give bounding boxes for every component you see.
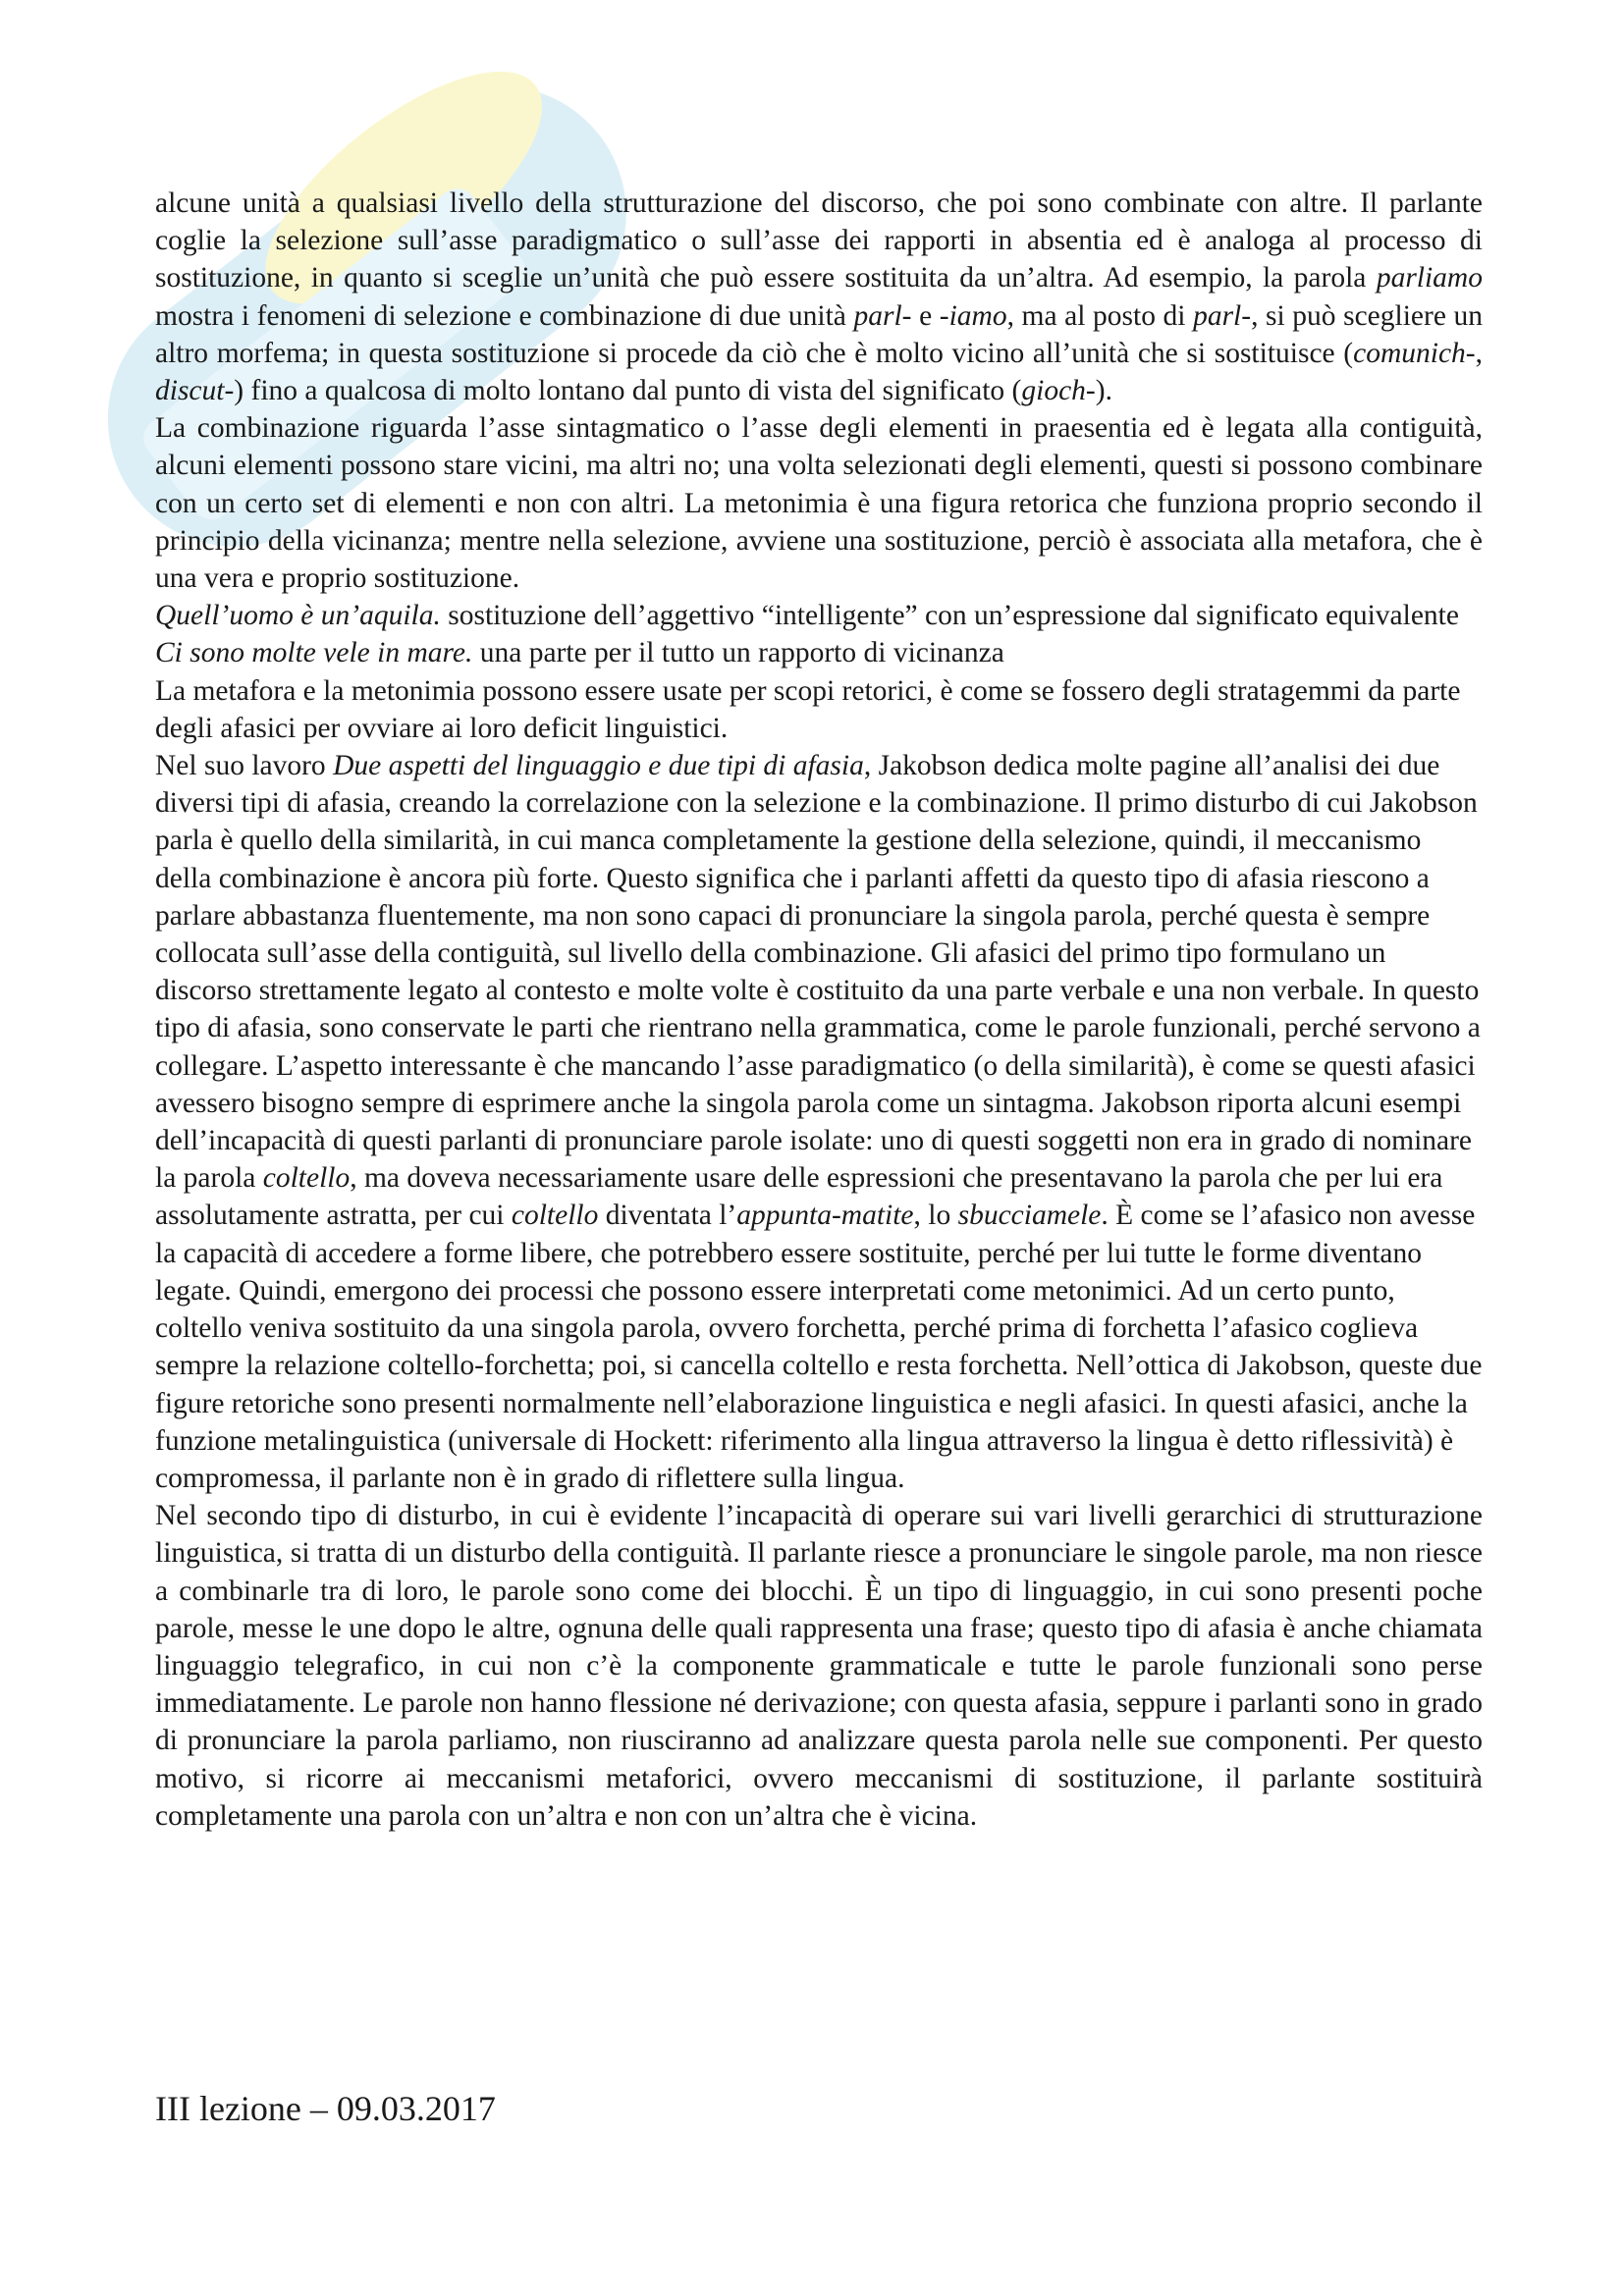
text-run: e bbox=[911, 299, 940, 332]
italic-text: parliamo bbox=[1376, 262, 1483, 294]
italic-text: coltello bbox=[511, 1200, 599, 1232]
document-body bbox=[155, 185, 1483, 1835]
italic-text: sbucciamele bbox=[957, 1200, 1102, 1232]
text-run: , bbox=[1475, 337, 1483, 369]
text-run: una parte per il tutto un rapporto di vicinanza bbox=[472, 637, 1004, 669]
text-run: alcune unità a qualsiasi livello della strutturazione del discorso, che poi sono combinate con altre. Il parlante coglie la selezione sull’asse paradigmatico o sull’asse dei rapporti in absentia ed è analoga al processo di sostituzione, in quanto si sceglie un’unità che può essere sostituita da un’altra. Ad esempio, la parola bbox=[155, 187, 1483, 294]
text-run: Nel secondo tipo di disturbo, in cui è evidente l’incapacità di operare sui vari livelli gerarchici di strutturazione linguistica, si tratta di un disturbo della contiguità. Il parlante riesce a pronunciare le singole parole, ma non riesce a combinarle tra di loro, le parole sono come dei blocchi. È un tipo di linguaggio, in cui sono presenti poche parole, messe le une dopo le altre, ognuna delle quali rappresenta una frase; questo tipo di afasia è anche chiamata linguaggio telegrafico, in cui non c’è la componente grammaticale e tutte le parole funzionali sono perse immediatamente. Le parole non hanno flessione né derivazione; con questa afasia, seppure i parlanti sono in grado di pronunciare la parola parliamo, non riusciranno ad analizzare questa parola nelle sue componenti. Per questo motivo, si ricorre ai meccanismi metaforici, ovvero meccanismi di sostituzione, il parlante sostituirà completamente una parola con un’altra e non con un’altra che è vicina. bbox=[155, 1500, 1483, 1832]
paragraph-combination bbox=[155, 409, 1483, 597]
paragraph-selection bbox=[155, 185, 1483, 409]
italic-text: Ci sono molte vele in mare. bbox=[155, 637, 473, 669]
italic-text: gioch- bbox=[1021, 375, 1096, 407]
italic-text: comunich- bbox=[1353, 337, 1476, 369]
text-run: diventata l’ bbox=[598, 1200, 737, 1232]
text-run: , Jakobson dedica molte pagine all’analisi dei due diversi tipi di afasia, creando la correlazione con la selezione e la combinazione. Il primo disturbo di cui Jakobson parla è quello della similarità, in cui manca completamente la gestione della selezione, quindi, il meccanismo della combinazione è ancora più forte. Questo significa che i parlanti affetti da questo tipo di afasia riescono a parlare abbastanza fluentemente, ma non sono capaci di pronunciare la singola parola, perché questa è sempre collocata sull’asse della contiguità, sul livello della combinazione. Gli afasici del primo tipo formulano un discorso strettamente legato al contesto e molte volte è costituito da una parte verbale e una non verbale. In questo tipo di afasia, sono conservate le parti che rientrano nella grammatica, come le parole funzionali, perché servono a collegare. L’aspetto interessante è che mancando l’asse paradigmatico (o della similarità), è come se questi afasici avessero bisogno sempre di esprimere anche la singola parola come un sintagma. Jakobson riporta alcuni esempi dell’incapacità di questi parlanti di pronunciare parole isolate: uno di questi soggetti non era in grado di nominare la parola bbox=[155, 750, 1481, 1195]
text-run: , ma al posto di bbox=[1006, 299, 1194, 332]
italic-text: parl- bbox=[853, 299, 912, 332]
paragraph-similarity-disorder bbox=[155, 747, 1483, 1497]
text-run: mostra i fenomeni di selezione e combinazione di due unità bbox=[155, 299, 854, 332]
text-run: ) fino a qualcosa di molto lontano dal punto di vista del significato ( bbox=[234, 375, 1022, 407]
example-metaphor bbox=[155, 597, 1483, 634]
text-run: sostituzione dell’aggettivo “intelligente” con un’espressione dal significato equivalente bbox=[440, 600, 1459, 632]
text-run: La metafora e la metonimia possono essere usate per scopi retorici, è come se fossero degli stratagemmi da parte degli afasici per ovviare ai loro deficit linguistici. bbox=[155, 674, 1461, 744]
text-run: ). bbox=[1095, 375, 1112, 407]
text-run: , lo bbox=[913, 1200, 958, 1232]
example-metonymy bbox=[155, 634, 1483, 671]
italic-text: Quell’uomo è un’aquila. bbox=[155, 600, 441, 632]
text-run: . È come se l’afasico non avesse la capacità di accedere a forme libere, che potrebbero essere sostituite, perché per lui tutte le forme diventano legate. Quindi, emergono dei processi che possono essere interpretati come metonimici. Ad un certo punto, coltello veniva sostituito da una singola parola, ovvero forchetta, perché prima di forchetta l’afasico coglieva sempre la relazione coltello-forchetta; poi, si cancella coltello e resta forchetta. Nell’ottica di Jakobson, queste due figure retoriche sono presenti normalmente nell’elaborazione linguistica e negli afasici. In questi afasici, anche la funzione metalinguistica (universale di Hockett: riferimento alla lingua attraverso la lingua è detto riflessività) è compromessa, il parlante non è in grado di riflettere sulla lingua. bbox=[155, 1200, 1483, 1494]
italic-text: appunta-matite bbox=[736, 1200, 914, 1232]
lesson-heading: III lezione – 09.03.2017 bbox=[155, 2089, 496, 2128]
text-run: Nel suo lavoro bbox=[155, 750, 334, 782]
italic-text: Due aspetti del linguaggio e due tipi di afasia bbox=[333, 750, 864, 782]
italic-text: -iamo bbox=[939, 299, 1007, 332]
italic-text: coltello bbox=[262, 1162, 351, 1195]
italic-text: discut- bbox=[155, 375, 235, 407]
text-run: La combinazione riguarda l’asse sintagmatico o l’asse degli elementi in praesentia ed è legata alla contiguità, alcuni elementi possono stare vicini, ma altri no; una volta selezionati degli elementi, questi si possono combinare con un certo set di elementi e non con altri. La metonimia è una figura retorica che funziona proprio secondo il principio della vicinanza; mentre nella selezione, avviene una sostituzione, perciò è associata alla metafora, che è una vera e proprio sostituzione. bbox=[155, 412, 1483, 595]
paragraph-contiguity-disorder bbox=[155, 1497, 1483, 1835]
text-run: , si può scegliere un altro morfema; in questa sostituzione si procede da ciò che è molto vicino all’unità che si sostituisce ( bbox=[155, 299, 1484, 369]
paragraph-rhetoric bbox=[155, 672, 1483, 747]
text-run: , ma doveva necessariamente usare delle espressioni che presentavano la parola che per lui era assolutamente astratta, per cui bbox=[155, 1162, 1443, 1232]
italic-text: parl- bbox=[1193, 299, 1252, 332]
